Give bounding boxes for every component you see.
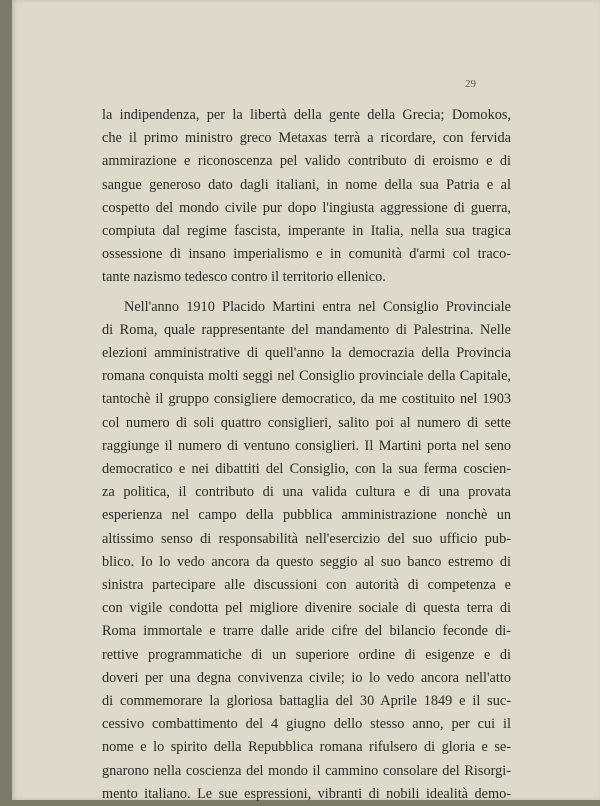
paragraph [102, 104, 511, 290]
text-line: elezioni amministrative di quell'anno la democrazia della Provincia [102, 345, 511, 362]
text-line: romana conquista molti seggi nel Consiglio provinciale della Capitale, [102, 368, 511, 385]
text-line: cessivo combattimento del 4 giugno dello stesso anno, per cui il [102, 716, 511, 733]
text-line: la indipendenza, per la libertà della gente della Grecia; Domokos, [102, 107, 511, 123]
text-line: nome e lo spirito della Repubblica romana rifulsero di gloria e se- [102, 739, 511, 756]
text-line: ammirazione e riconoscenza pel valido contributo di eroismo e di [102, 153, 511, 170]
text-line: altissimo senso di responsabilità nell'esercizio del suo ufficio pub- [102, 530, 511, 547]
text-line: doveri per una degna convivenza civile; io lo vedo ancora nell'atto [102, 669, 511, 686]
text-line: sinistra partecipare alle discussioni con autorità di competenza e [102, 577, 511, 594]
text-line: tante nazismo tedesco contro il territorio ellenico. [102, 269, 386, 286]
text-line: sangue generoso dato dagli italiani, in nome della sua Patria e al [102, 176, 511, 193]
text-line: tantochè il gruppo consigliere democratico, da me costituito nel 1903 [102, 391, 511, 408]
text-line: Nell'anno 1910 Placido Martini entra nel Consiglio Provinciale [124, 298, 511, 315]
text-line: col numero di soli quattro consiglieri, salito poi al numero di sette [102, 414, 511, 431]
text-line: za politica, il contributo di una valida cultura e di una provata [102, 484, 511, 501]
text-line: gnarono nella coscienza del mondo il cammino consolare del Risorgi- [102, 762, 511, 779]
text-line: raggiunge il numero di ventuno consiglieri. Il Martini porta nel seno [102, 437, 511, 454]
text-line: esperienza nel campo della pubblica amministrazione nonchè un [102, 507, 511, 524]
text-line: con vigile condotta pel migliore divenire sociale di questa terra di [102, 600, 511, 617]
page-number: 29 [465, 78, 476, 90]
text-line: di Roma, quale rappresentante del mandamento di Palestrina. Nelle [102, 321, 511, 338]
book-page [12, 0, 600, 800]
paragraph [102, 296, 511, 806]
text-line: mento italiano. Le sue espressioni, vibranti di nobili idealità demo- [102, 785, 511, 802]
text-line: Roma immortale e trarre dalle aride cifre del bilancio feconde di- [102, 623, 511, 640]
text-line: ossessione di insano imperialismo e in comunità d'armi col traco- [102, 246, 511, 263]
text-line: blico. Io lo vedo ancora da questo seggio al suo banco estremo di [102, 553, 511, 570]
text-line: rettive programmatiche di un superiore ordine di esigenze e di [102, 646, 511, 663]
text-line: che il primo ministro greco Metaxas terrà a ricordare, con fervida [102, 130, 511, 147]
text-line: di commemorare la gloriosa battaglia del 30 Aprile 1849 e il suc- [102, 693, 511, 710]
text-line: compiuta dal regime fascista, imperante in Italia, nella sua tragica [102, 223, 511, 240]
body-text [102, 104, 511, 806]
text-line: democratico e nei dibattiti del Consiglio, con la sua ferma coscien- [102, 461, 511, 478]
text-line: cospetto del mondo civile pur dopo l'ingiusta aggressione di guerra, [102, 199, 511, 216]
